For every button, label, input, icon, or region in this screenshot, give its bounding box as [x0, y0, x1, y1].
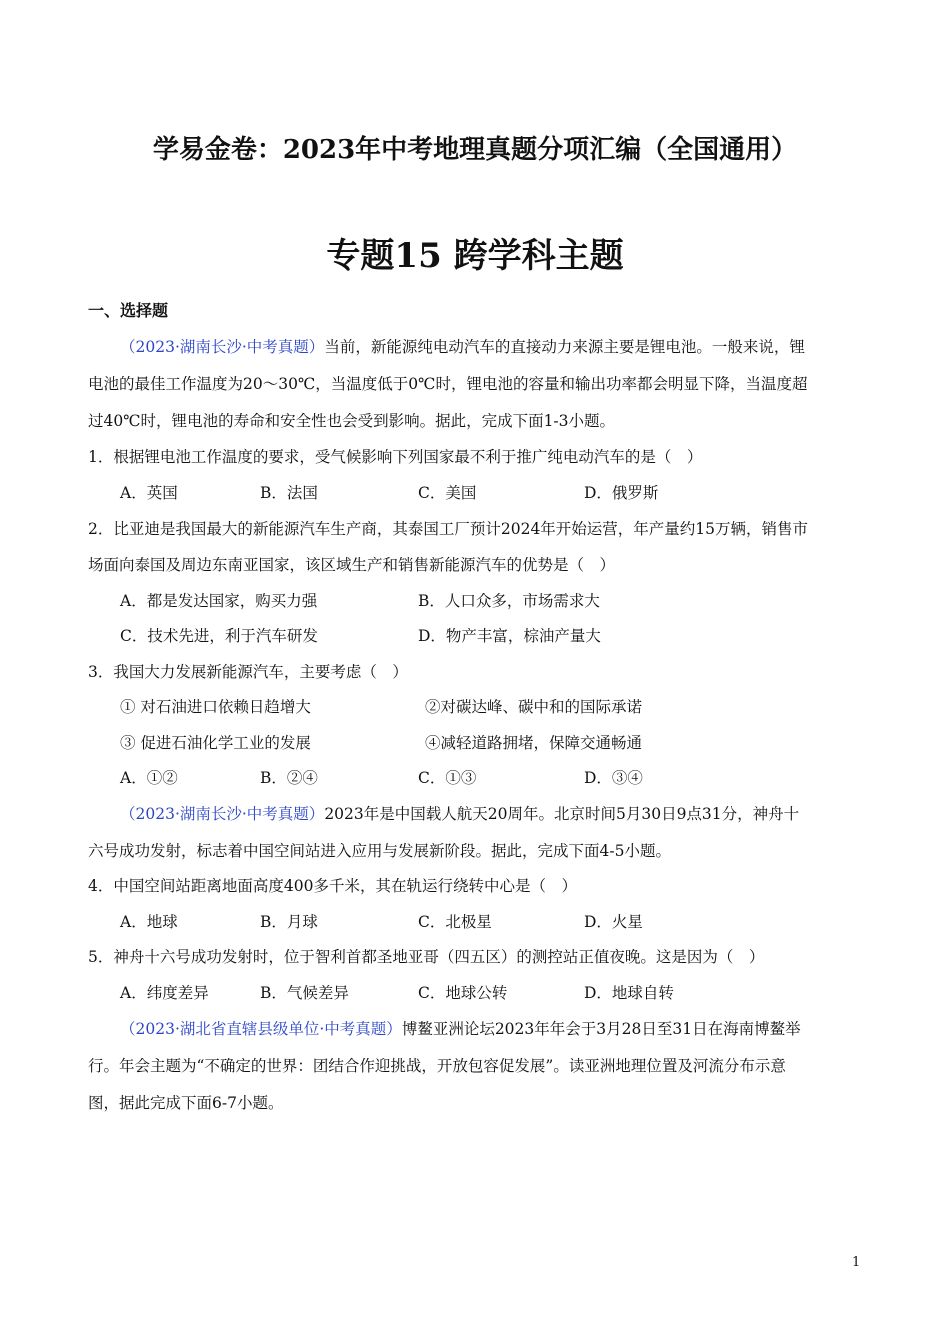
passage-3-line-3: 图，据此完成下面6-7小题。 — [88, 1094, 284, 1112]
question-3-statement-2: ②对碳达峰、碳中和的国际承诺 — [425, 698, 643, 716]
passage-1-line-3: 过40℃时，锂电池的寿命和安全性也会受到影响。据此，完成下面1-3小题。 — [88, 412, 616, 430]
question-2-stem-line-1: 2．比亚迪是我国最大的新能源汽车生产商，其泰国工厂预计2024年开始运营，年产量约15万辆，销售市 — [88, 520, 809, 538]
question-2-option-c: C．技术先进，利于汽车研发 — [120, 627, 318, 645]
question-3-option-d: D．③④ — [584, 769, 643, 787]
passage-2-line-2: 六号成功发射，标志着中国空间站进入应用与发展新阶段。据此，完成下面4-5小题。 — [88, 842, 671, 860]
question-1-option-c: C．美国 — [418, 484, 477, 502]
question-1-option-a: A．英国 — [120, 484, 178, 502]
question-4-option-d: D．火星 — [584, 913, 643, 931]
question-4-option-c: C．北极星 — [418, 913, 492, 931]
question-3-statement-4: ④减轻道路拥堵，保障交通畅通 — [425, 734, 643, 752]
question-2-option-b: B．人口众多，市场需求大 — [418, 592, 600, 610]
question-3-statement-1: ① 对石油进口依赖日趋增大 — [120, 698, 311, 716]
document-title: 学易金卷：2023年中考地理真题分项汇编（全国通用） — [152, 135, 798, 165]
question-3-option-b: B．②④ — [260, 769, 318, 787]
section-heading: 一、选择题 — [88, 301, 169, 320]
question-2-stem-line-2: 场面向泰国及周边东南亚国家，该区域生产和销售新能源汽车的优势是（ ） — [88, 556, 616, 574]
topic-title: 专题15 跨学科主题 — [326, 236, 624, 276]
passage-1-line-2: 电池的最佳工作温度为20～30℃，当温度低于0℃时，锂电池的容量和输出功率都会明显下降，当温度超 — [88, 375, 808, 393]
question-1-option-d: D．俄罗斯 — [584, 484, 659, 502]
question-5-option-a: A．纬度差异 — [120, 984, 209, 1002]
question-2-option-a: A．都是发达国家，购买力强 — [120, 592, 318, 610]
question-4-stem: 4．中国空间站距离地面高度400多千米，其在轨运行绕转中心是（ ） — [88, 877, 577, 895]
passage-2-source: （2023·湖南长沙·中考真题） — [120, 805, 325, 823]
passage-2-text: 2023年是中国载人航天20周年。北京时间5月30日9点31分，神舟十 — [324, 805, 800, 823]
passage-2-first-line — [120, 804, 799, 824]
passage-3-text: 博鳌亚洲论坛2023年年会于3月28日至31日在海南博鳌举 — [401, 1020, 801, 1038]
question-3-stem: 3．我国大力发展新能源汽车，主要考虑（ ） — [88, 663, 408, 681]
question-5-option-b: B．气候差异 — [260, 984, 349, 1002]
passage-3-first-line — [120, 1019, 801, 1039]
question-5-stem: 5．神舟十六号成功发射时，位于智利首都圣地亚哥（四五区）的测控站正值夜晚。这是因为（ ） — [88, 948, 765, 966]
passage-3-source: （2023·湖北省直辖县级单位·中考真题） — [120, 1020, 402, 1038]
question-3-option-c: C．①③ — [418, 769, 477, 787]
question-1-stem: 1．根据锂电池工作温度的要求，受气候影响下列国家最不利于推广纯电动汽车的是（ ） — [88, 448, 703, 466]
question-3-option-a: A．①② — [120, 769, 178, 787]
question-2-option-d: D．物产丰富，棕油产量大 — [418, 627, 601, 645]
page-number: 1 — [852, 1255, 861, 1270]
question-1-option-b: B．法国 — [260, 484, 318, 502]
question-5-option-c: C．地球公转 — [418, 984, 508, 1002]
passage-1-text: 当前，新能源纯电动汽车的直接动力来源主要是锂电池。一般来说，锂 — [324, 338, 805, 356]
question-3-statement-3: ③ 促进石油化学工业的发展 — [120, 734, 311, 752]
passage-1-source: （2023·湖南长沙·中考真题） — [120, 338, 325, 356]
question-4-option-a: A．地球 — [120, 913, 178, 931]
passage-3-line-2: 行。年会主题为“不确定的世界：团结合作迎挑战，开放包容促发展”。读亚洲地理位置及河流分布示意 — [88, 1057, 786, 1075]
question-4-option-b: B．月球 — [260, 913, 318, 931]
question-5-option-d: D．地球自转 — [584, 984, 674, 1002]
passage-1-first-line — [120, 337, 805, 357]
